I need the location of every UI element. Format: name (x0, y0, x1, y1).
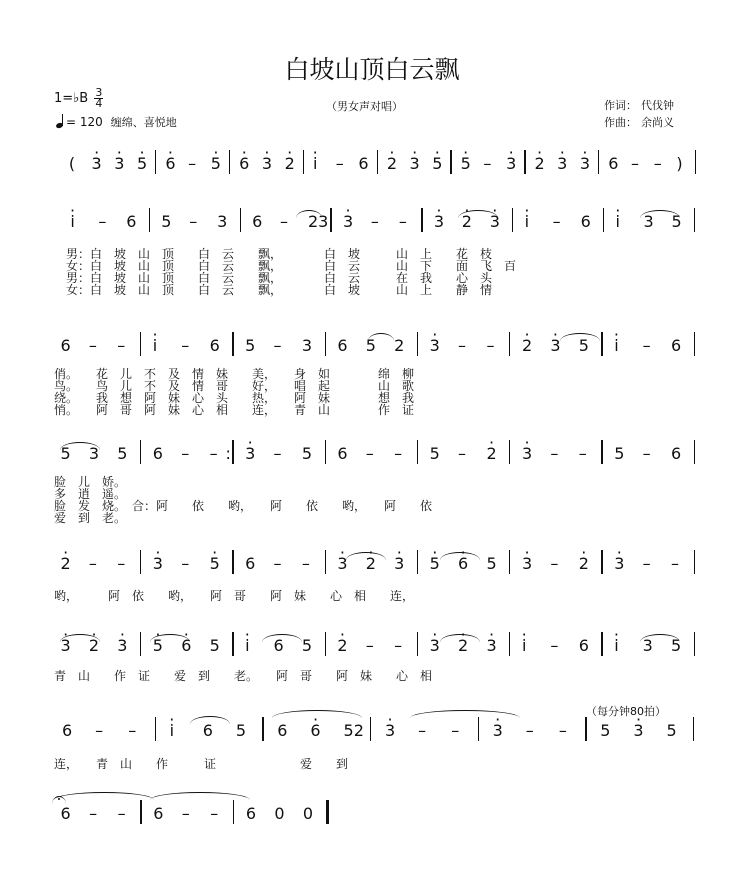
slur (346, 552, 386, 560)
note: 5 (671, 636, 682, 655)
barline (509, 632, 510, 656)
note: 6 (60, 336, 71, 355)
note: · i (70, 212, 74, 231)
lyric-line: 女：白 坡 山 顶 白 云 飘， 白 坡 山 上 静 情 (66, 283, 493, 297)
note: 5 (301, 636, 313, 655)
barline (155, 717, 156, 741)
note: · 3 (430, 336, 440, 355)
note: 6 (245, 554, 256, 573)
note: · 3 (385, 721, 395, 740)
note: 23 (308, 212, 329, 231)
note: 6 (337, 336, 348, 355)
meter-top: 3 (95, 86, 103, 99)
barline (512, 208, 513, 232)
composer-role: 作曲： (604, 116, 637, 129)
key-name: ♭B (73, 91, 89, 106)
parenthesis: ) (676, 154, 683, 173)
note: 6 (671, 444, 682, 463)
note: 6 (152, 444, 163, 463)
slur (190, 716, 230, 724)
note: · 3 (117, 636, 127, 655)
note: · 5 (153, 636, 163, 655)
barline (694, 208, 695, 232)
note: 6 (252, 212, 263, 231)
note: 5 (60, 444, 71, 463)
dash: – (653, 154, 662, 173)
repeat-barline (232, 440, 233, 464)
lyric-line: 哟， 阿 依 哟， 阿 哥 阿 妹 心 相 连， (54, 589, 415, 603)
repeat-dots: : (225, 444, 231, 463)
note: · 2 (337, 636, 347, 655)
dash: – (418, 721, 427, 740)
note: · 3 (557, 154, 567, 173)
note: 6 (273, 636, 284, 655)
lyric-line: 男：白 坡 山 顶 白 云 飘， 白 云 在 我 心 头 (66, 271, 493, 285)
barline (140, 800, 141, 824)
note: 5 (117, 444, 128, 463)
dash: – (181, 444, 190, 463)
lyric-line: 绕。 我 想 阿 妹 心 头 热， 阿 妹 想 我 (54, 391, 415, 405)
barline (262, 717, 263, 741)
note: 6 (277, 721, 288, 740)
dash: – (209, 444, 218, 463)
dash: – (95, 721, 104, 740)
barline (695, 150, 696, 174)
note: · 3 (486, 636, 496, 655)
note: · 3 (522, 444, 532, 463)
barline (370, 717, 371, 741)
dash: – (273, 444, 282, 463)
barline (694, 332, 695, 356)
dash: – (451, 721, 460, 740)
barline (140, 550, 141, 574)
slur (560, 333, 600, 341)
note: · 3 (343, 212, 353, 231)
barline (229, 150, 230, 174)
note: · 6 (239, 154, 249, 173)
barline (601, 332, 602, 356)
dash: – (98, 212, 107, 231)
dash: – (578, 444, 587, 463)
barline (330, 208, 331, 232)
note: · 2 (486, 444, 496, 463)
dash: – (181, 804, 190, 823)
dash: – (642, 554, 651, 573)
slur (410, 710, 520, 718)
note: 6 (202, 721, 213, 740)
dash: – (273, 336, 282, 355)
barline (233, 800, 234, 824)
note: · 6 (310, 721, 320, 740)
barline (149, 208, 150, 232)
dash: – (117, 336, 126, 355)
note: 5 (666, 721, 677, 740)
dash: – (486, 336, 495, 355)
barline (693, 717, 694, 741)
barline (509, 332, 510, 356)
barline (421, 208, 422, 232)
note: · i (525, 212, 529, 231)
note: · 5 (430, 554, 440, 573)
dash: – (189, 212, 198, 231)
note: · i (522, 636, 526, 655)
note: · 2 (579, 554, 589, 573)
note: · i (153, 336, 157, 355)
note: 5 (671, 212, 682, 231)
note: · 3 (614, 554, 624, 573)
note: 3 (88, 444, 100, 463)
note: · 6 (458, 554, 468, 573)
note: 6 (126, 212, 137, 231)
note: · i (170, 721, 174, 740)
note: 5 (161, 212, 172, 231)
barline (524, 150, 525, 174)
note: 3 (217, 212, 228, 231)
note: 5 (578, 336, 589, 355)
note: 6 (578, 636, 589, 655)
note: · 2 (61, 554, 71, 573)
note: · i (614, 336, 618, 355)
note: 0 (302, 804, 314, 823)
barline (694, 632, 695, 656)
barline (325, 440, 326, 464)
barline (509, 440, 510, 464)
barline (450, 150, 451, 174)
note: 6 (337, 444, 348, 463)
note: · 2 (522, 336, 532, 355)
dash: – (301, 554, 310, 573)
time-signature (94, 88, 103, 109)
note: · 3 (550, 336, 560, 355)
barline (232, 332, 233, 356)
barline (417, 440, 418, 464)
song-title: 白坡山顶白云飘 (284, 55, 460, 84)
dash: – (181, 554, 190, 573)
dash: – (280, 212, 289, 231)
dash: – (671, 554, 680, 573)
note: 5 (301, 444, 313, 463)
tempo-marking (56, 114, 177, 130)
barline (325, 632, 326, 656)
dash: – (483, 154, 492, 173)
slur (150, 792, 250, 800)
barline (601, 632, 602, 656)
composer-credit (604, 114, 674, 130)
lyricist-credit (604, 97, 674, 113)
note: · 2 (534, 154, 544, 173)
barline (601, 440, 602, 464)
lyric-line: 青 山 作 证 爱 到 老。 阿 哥 阿 妹 心 相 (54, 669, 433, 683)
slur (54, 792, 154, 800)
note: 6 (61, 721, 73, 740)
dash: – (550, 636, 559, 655)
note: 6 (671, 336, 682, 355)
lyric-line: 脸 儿 娇。 (54, 475, 127, 489)
lyric-line: 悄。 阿 哥 阿 妹 心 相 连， 青 山 作 证 (54, 403, 415, 417)
note: 6 (153, 804, 164, 823)
dash: – (458, 336, 467, 355)
barline (601, 550, 602, 574)
note: · 3 (394, 554, 404, 573)
barline (509, 550, 510, 574)
dash: – (552, 212, 561, 231)
note: · 3 (114, 154, 124, 173)
barline (303, 150, 304, 174)
note: · 5 (461, 154, 471, 173)
dash: – (525, 721, 534, 740)
song-subtitle: （男女声对唱） (326, 100, 403, 113)
note: 5 (600, 721, 611, 740)
slur (368, 333, 394, 341)
dash: – (642, 336, 651, 355)
barline (377, 150, 378, 174)
note: 6 (580, 212, 591, 231)
key-signature (54, 88, 103, 109)
barline (232, 550, 233, 574)
dash: – (365, 636, 374, 655)
note: · 3 (580, 154, 590, 173)
note: · 3 (522, 554, 532, 573)
note: 6 (245, 804, 257, 823)
dash: – (273, 554, 282, 573)
note: · 3 (430, 636, 440, 655)
note: 5 (486, 554, 497, 573)
note: 3 (301, 336, 313, 355)
note: · i (614, 636, 618, 655)
tempo-value: = 120 (66, 115, 103, 129)
lyric-line: 爱 到 老。 (54, 511, 127, 525)
note: · 3 (493, 721, 503, 740)
dash: – (117, 804, 126, 823)
slur (262, 634, 302, 642)
note: · 6 (181, 636, 191, 655)
note: · 2 (89, 636, 99, 655)
note: · 3 (337, 554, 347, 573)
barline (140, 632, 141, 656)
note: · 2 (458, 636, 468, 655)
note: · i (616, 212, 620, 231)
note: 5 (614, 444, 625, 463)
dash: – (398, 212, 407, 231)
dash: – (370, 212, 379, 231)
note: · 5 (211, 154, 221, 173)
lyricist-role: 作词： (604, 99, 637, 112)
barline (232, 632, 233, 656)
note: 5 (429, 444, 440, 463)
slur (440, 634, 480, 642)
lyric-line: 鸟。 鸟 儿 不 及 情 哥 好， 唱 起 山 歌 (54, 379, 415, 393)
expression-mark: 缠绵、喜悦地 (110, 116, 177, 129)
note: · 3 (506, 154, 516, 173)
slur (272, 710, 362, 718)
note: 5 (365, 336, 376, 355)
note: · 3 (61, 636, 71, 655)
note: 6 (358, 154, 369, 173)
barline (140, 332, 141, 356)
quarter-note-icon (56, 116, 64, 128)
barline (325, 550, 326, 574)
note: · 2 (366, 554, 376, 573)
dash: – (458, 444, 467, 463)
lyric-line: 多 逍 遥。 (54, 487, 127, 501)
barline (694, 440, 695, 464)
dash: – (550, 444, 559, 463)
note: 3 (642, 636, 653, 655)
dash: – (117, 554, 126, 573)
barline (694, 550, 695, 574)
dash: – (642, 444, 651, 463)
barline (478, 717, 479, 741)
dash: – (88, 336, 97, 355)
dash: – (365, 444, 374, 463)
barline (140, 440, 141, 464)
note: · 3 (245, 444, 255, 463)
note: 0 (274, 804, 285, 823)
note: 6 (209, 336, 220, 355)
dash: – (210, 804, 219, 823)
parenthesis: ( (68, 154, 76, 173)
meter-bottom: 4 (95, 97, 103, 110)
dash: – (550, 554, 559, 573)
speed-note: （每分钟80拍） (586, 705, 666, 718)
barline (417, 332, 418, 356)
note: · i (313, 154, 317, 173)
note: · 6 (165, 154, 175, 173)
note: · 3 (92, 154, 102, 173)
barline (417, 550, 418, 574)
note: 5 (209, 636, 220, 655)
slur (440, 552, 480, 560)
note: · 2 (462, 212, 472, 231)
note: 6 (60, 804, 71, 823)
dash: – (335, 154, 344, 173)
barline (325, 332, 326, 356)
final-barline (326, 800, 329, 824)
note: 5 (245, 336, 256, 355)
dash: – (181, 336, 190, 355)
note: · 5 (432, 154, 442, 173)
note: · 3 (410, 154, 420, 173)
lyric-line: 俏。 花 儿 不 及 情 妹 美， 身 如 绵 柳 (54, 367, 415, 381)
note: 3 (643, 212, 654, 231)
barline (240, 208, 241, 232)
barline (155, 150, 156, 174)
composer-name: 余尚义 (641, 116, 674, 129)
note: 6 (608, 154, 619, 173)
note: · 5 (137, 154, 147, 173)
barline (417, 632, 418, 656)
barline (585, 717, 586, 741)
lyric-line: 男：白 坡 山 顶 白 云 飘， 白 坡 山 上 花 枝 (66, 247, 493, 261)
dash: – (558, 721, 567, 740)
note: · 3 (153, 554, 163, 573)
note: · 2 (387, 154, 397, 173)
note: · 5 (210, 554, 220, 573)
lyricist-name: 代伐钟 (641, 99, 674, 112)
note: · 3 (490, 212, 500, 231)
note: · 2 (285, 154, 295, 173)
note: · 3 (434, 212, 444, 231)
dash: – (394, 636, 403, 655)
dash: – (89, 804, 98, 823)
note: 52 (343, 721, 364, 740)
lyric-line: 脸 发 烧。 合：阿 依 哟， 阿 依 哟， 阿 依 (54, 499, 433, 513)
note: · i (245, 636, 249, 655)
dash: – (88, 554, 97, 573)
dash: – (188, 154, 197, 173)
dash: – (128, 721, 137, 740)
key-prefix: 1= (54, 91, 74, 106)
barline (603, 208, 604, 232)
dash: – (630, 154, 639, 173)
dash: – (394, 444, 403, 463)
lyric-line: 连， 青 山 作 证 爱 到 (54, 757, 349, 771)
note: 2 (394, 336, 405, 355)
lyric-line: 女：白 坡 山 顶 白 云 飘， 白 云 山 下 面 飞 百 (66, 259, 517, 273)
note: · 3 (633, 721, 643, 740)
note: · 3 (262, 154, 272, 173)
note: 5 (235, 721, 247, 740)
barline (598, 150, 599, 174)
